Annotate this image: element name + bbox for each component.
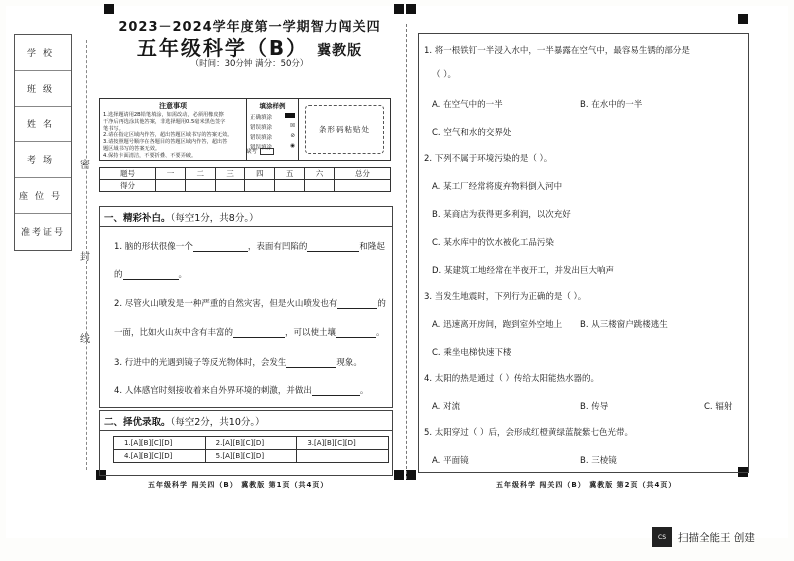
score-header: 二 (185, 168, 215, 180)
score-cell[interactable] (185, 180, 215, 192)
answer-choice[interactable] (297, 450, 389, 463)
filled-box-icon (285, 113, 295, 118)
q2-3-option-b[interactable]: B. 从三楼窗户跳楼逃生 (580, 320, 668, 330)
section2-heading: 二、择优录取。（每空2分，共10分。） (104, 417, 265, 428)
answer-blank[interactable] (286, 358, 336, 368)
question-1-1: 1. 脑的形状很像一个 ，表面有凹陷的 和隆起 (114, 242, 385, 252)
score-cell[interactable] (334, 180, 390, 192)
answer-choice[interactable]: 3.[A][B][C][D] (297, 437, 389, 450)
notice-line: 4.保持卡面清洁，不要折叠、不要弄破。 (103, 152, 197, 159)
wrong-mark-icon: ⊘ (290, 133, 295, 139)
answer-blank[interactable] (312, 386, 360, 396)
registration-mark-bm (394, 470, 404, 480)
q2-5-option-a[interactable]: A. 平面镜 (432, 456, 469, 466)
notice-line: 1.选择题请用2B铅笔填涂，如需改动，必须用橡皮擦 (103, 112, 224, 118)
answer-choice[interactable]: 2.[A][B][C][D] (205, 437, 297, 450)
q2-5-stem: 5. 太阳穿过（ ）后，会形成红橙黄绿蓝靛紫七色光带。 (424, 428, 634, 438)
notice-title: 注意事项 (159, 102, 187, 110)
question-1-4: 4. 人体感官时刻接收着来自外界环境的刺激，并做出 。 (114, 386, 369, 396)
student-info-sidebar (14, 34, 72, 251)
score-header: 四 (245, 168, 275, 180)
score-cell[interactable] (305, 180, 335, 192)
registration-mark-bm2 (406, 470, 416, 480)
divider (99, 226, 393, 227)
cut-line-char-1: 密 (80, 160, 90, 171)
barcode-area: 条形码粘贴处 (305, 105, 384, 154)
answer-blank[interactable] (337, 299, 377, 309)
score-table-header-row (100, 168, 391, 180)
sidebar-field-school[interactable]: 学校 (15, 35, 71, 71)
q2-2-option-a[interactable]: A. 某工厂经常将废弃物料倒入河中 (432, 182, 563, 192)
sidebar-field-ticket[interactable]: 准考证号 (20, 228, 65, 239)
notice-line: 题区域书写的答案无效。 (103, 145, 161, 152)
q2-1-option-b[interactable]: B. 在水中的一半 (580, 100, 643, 110)
q2-4-option-c[interactable]: C. 辐射 (704, 402, 733, 412)
exam-time-info: （时间：30分钟 满分：50分） (190, 59, 309, 69)
q2-3-stem: 3. 当发生地震时，下列行为正确的是（ ）。 (424, 292, 587, 302)
q2-1-option-a[interactable]: A. 在空气中的一半 (432, 100, 503, 110)
sidebar-field-class[interactable]: 班级 (15, 71, 71, 107)
score-header: 题号 (100, 168, 156, 180)
q2-4-stem: 4. 太阳的热是通过（ ）传给太阳能热水器的。 (424, 374, 600, 384)
score-table-row (100, 180, 391, 192)
answer-blank[interactable] (307, 242, 359, 252)
q2-2-stem: 2. 下列不属于环境污染的是（ ）。 (424, 154, 553, 164)
edition-text: 冀教版 (317, 43, 363, 59)
answer-blank[interactable] (123, 270, 179, 280)
registration-mark-tm2 (406, 4, 416, 14)
exam-title: 2023－2024学年度第一学期智力闯关四 (118, 20, 381, 35)
subject-text: 五年级科学（B） (136, 36, 309, 60)
section1-heading: 一、精彩补白。（每空1分，共8分。） (104, 213, 259, 224)
question-1-2: 2. 尽管火山喷发是一种严重的自然灾害，但是火山喷发也有 的 (114, 299, 386, 309)
answer-blank[interactable] (336, 328, 376, 338)
score-row-label: 得分 (100, 180, 156, 192)
q2-5-option-b[interactable]: B. 三棱镜 (580, 456, 617, 466)
sidebar-field-seat[interactable]: 座位号 (15, 178, 71, 214)
page1-footer: 五年级科学 闯关四（B） 冀教版 第1页（共4页） (148, 481, 329, 489)
cut-line-char-3: 线 (80, 334, 90, 345)
sidebar-field-name[interactable]: 姓名 (15, 107, 71, 143)
scanner-watermark (652, 527, 755, 547)
answer-blank[interactable] (193, 242, 248, 252)
question-1-3: 3. 行进中的光遇到镜子等反光物体时，会发生 现象。 (114, 358, 362, 368)
absent-checkbox[interactable] (260, 148, 274, 155)
answer-row (114, 437, 389, 450)
q2-1-stem: 1. 将一根铁钉一半浸入水中，一半暴露在空气中，最容易生锈的部分是 (424, 46, 690, 56)
q2-1-option-c[interactable]: C. 空气和水的交界处 (432, 128, 512, 138)
score-table (99, 167, 391, 192)
cut-line (86, 40, 87, 470)
answer-choice[interactable]: 1.[A][B][C][D] (114, 437, 206, 450)
score-header: 六 (305, 168, 335, 180)
absent-mark[interactable]: 缺考 (246, 147, 274, 155)
page2-footer: 五年级科学 闯关四（B） 冀教版 第2页（共4页） (496, 481, 677, 489)
divider (99, 430, 393, 431)
cut-line-char-2: 封 (80, 252, 90, 263)
q2-4-option-b[interactable]: B. 传导 (580, 402, 609, 412)
notice-line: 干净后再选涂其他答案，非选择题用0.5毫米黑色签字 (103, 118, 226, 125)
fill-wrong-row: 错误填涂 ◉ (250, 143, 295, 151)
wrong-mark-icon: ☒ (290, 123, 295, 129)
page-divider (406, 24, 407, 479)
score-header: 总分 (334, 168, 390, 180)
answer-row (114, 450, 389, 463)
fill-example-title: 填涂样例 (259, 102, 286, 110)
fill-wrong-row: 错误填涂 ☒ (250, 123, 295, 131)
fill-correct-row: 正确填涂 (250, 113, 295, 121)
watermark-text: 扫描全能王 创建 (678, 531, 755, 544)
q2-3-option-a[interactable]: A. 迅速离开房间，跑到室外空地上 (432, 320, 563, 330)
q2-4-option-a[interactable]: A. 对流 (432, 402, 461, 412)
score-cell[interactable] (275, 180, 305, 192)
answer-sheet-table (113, 436, 389, 463)
registration-mark-tl (104, 4, 114, 14)
notice-line: 2.请在指定区域内作答，超出答题区域书写的答案无效。 (103, 132, 233, 139)
wrong-mark-icon: ◉ (290, 143, 295, 149)
score-header: 五 (275, 168, 305, 180)
q2-2-option-d[interactable]: D. 某建筑工地经常在半夜开工，并发出巨大响声 (432, 266, 614, 276)
score-cell[interactable] (156, 180, 186, 192)
notice-box (99, 98, 247, 161)
answer-blank[interactable] (233, 328, 285, 338)
q2-1-stem-cont: （ ）。 (432, 70, 456, 80)
q2-3-option-c[interactable]: C. 乘坐电梯快速下楼 (432, 348, 512, 358)
q2-2-option-c[interactable]: C. 某水库中的饮水被化工品污染 (432, 238, 554, 248)
sidebar-field-exam-room[interactable]: 考场 (15, 142, 71, 178)
notice-line: 笔书写。 (103, 125, 124, 132)
registration-mark-tr (738, 14, 748, 24)
q2-2-option-b[interactable]: B. 某商店为获得更多利润，以次充好 (432, 210, 571, 220)
camscanner-logo-icon: CS (652, 527, 672, 547)
barcode-box (299, 98, 391, 161)
fill-wrong-row: 错误填涂 ⊘ (250, 133, 295, 141)
answer-choice[interactable]: 5.[A][B][C][D] (205, 450, 297, 463)
score-cell[interactable] (245, 180, 275, 192)
question-1-1-cont: 的 。 (114, 270, 188, 280)
question-1-2-cont: 一面，比如火山灰中含有丰富的 ，可以使土壤 。 (114, 328, 385, 338)
score-header: 三 (215, 168, 245, 180)
notice-line: 3.请按照题号顺序在各题目的答题区域内作答，超出答 (103, 139, 228, 146)
score-cell[interactable] (215, 180, 245, 192)
answer-choice[interactable]: 4.[A][B][C][D] (114, 450, 206, 463)
score-header: 一 (156, 168, 186, 180)
registration-mark-tm (394, 4, 404, 14)
